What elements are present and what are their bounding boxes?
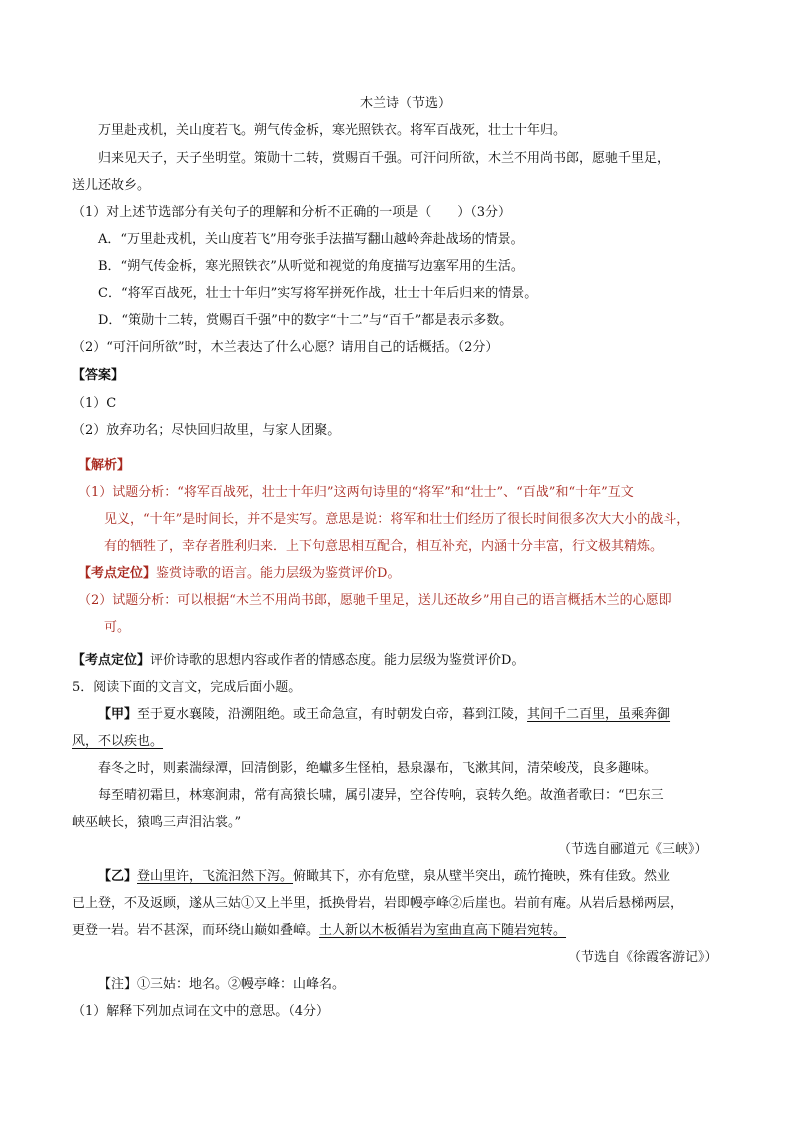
- answer-header: 【答案】: [72, 368, 125, 383]
- question-5-stem: 5．阅读下面的文言文，完成后面小题。: [72, 680, 302, 695]
- passage-yi-source: （节选自《徐霞客游记》）: [568, 950, 718, 965]
- passage-yi-label: 【乙】: [98, 869, 138, 884]
- poem-line-2-cont: 送儿还故乡。: [72, 178, 151, 193]
- passage-jia-line-2: 风，不以疾也。: [72, 734, 164, 749]
- analysis-1-line-1: （1）试题分析：“将军百战死，壮士十年归”这两句诗里的“将军”和“壮士”、“百战”和“十年”互文: [78, 485, 634, 500]
- passage-jia-source: （节选自郦道元《三峡》）: [558, 842, 708, 857]
- poem-title: 木兰诗（节选）: [360, 96, 452, 111]
- passage-jia-para-2: 春冬之时，则素湍绿潭，回清倒影，绝巘多生怪柏，悬泉瀑布，飞漱其间，清荣峻茂，良多趣味。: [98, 761, 658, 776]
- passage-yi-line-2: 已上登，不及返顾，遂从三姑①又上半里，抵换骨岩，岩即幔亭峰②后崖也。岩前有庵。从岩后悬梯两层，: [72, 896, 684, 911]
- poem-line-2: 归来见天子，天子坐明堂。策勋十二转，赏赐百千强。可汗问所欲，木兰不用尚书郎，愿驰千里足，: [98, 151, 671, 166]
- passage-jia-para-3-line-2: 峡巫峡长，猿鸣三声泪沾裳。”: [72, 815, 242, 830]
- key-point-1-label: 【考点定位】: [78, 566, 157, 581]
- passage-jia-label: 【甲】: [98, 707, 138, 722]
- analysis-2-line-1: （2）试题分析：可以根据“木兰不用尚书郎，愿驰千里足，送儿还故乡”用自己的语言概括木兰的心愿即: [78, 593, 672, 608]
- analysis-1-line-2: 见义，“十年”是时间长，并不是实写。意思是说：将军和壮士们经历了很长时间很多次大大小的战斗，: [104, 512, 690, 527]
- key-point-1-text: 鉴赏诗歌的语言。能力层级为鉴赏评价D。: [156, 566, 401, 581]
- analysis-header: 【解析】: [78, 458, 131, 473]
- key-point-2-label: 【考点定位】: [72, 653, 151, 668]
- question-1-option-d: D．“策勋十二转，赏赐百千强”中的数字“十二”与“百千”都是表示多数。: [98, 313, 513, 328]
- passage-yi-underlined-1: 登山里许，飞流汩然下泻。: [137, 869, 294, 884]
- question-1-option-c: C．“将军百战死，壮士十年归”实写将军拼死作战，壮士十年后归来的情景。: [98, 286, 538, 301]
- passage-yi-line-3: [72, 922, 566, 940]
- key-point-1: [78, 565, 400, 583]
- analysis-1-line-3: 有的牺牲了，幸存者胜利归来．上下句意思相互配合，相互补充，内涵十分丰富，行文极其精炼。: [104, 539, 664, 554]
- answer-2: （2）放弃功名；尽快回归故里，与家人团聚。: [72, 423, 341, 438]
- question-1-option-b: B．“朔气传金柝，寒光照铁衣”从听觉和视觉的角度描写边塞军用的生活。: [98, 259, 524, 274]
- poem-line-1: 万里赴戎机，关山度若飞。朔气传金柝，寒光照铁衣。将军百战死，壮士十年归。: [98, 123, 567, 138]
- passage-yi-text-1: 俯瞰其下，亦有危壁，泉从壁半突出，疏竹掩映，殊有佳致。然业: [293, 869, 671, 884]
- passage-jia-para-3-line-1: 每至晴初霜旦，林寒涧肃，常有高猿长啸，属引凄异，空谷传响，哀转久绝。故渔者歌曰：“巴东三: [98, 788, 664, 803]
- passage-jia-underlined-1: 其间千二百里，虽乘奔御: [527, 707, 671, 722]
- passage-yi-text-3: 更登一岩。岩不甚深，而环绕山巅如叠嶂。: [72, 923, 320, 938]
- question-5-sub-1: （1）解释下列加点词在文中的意思。（4分）: [72, 1004, 330, 1019]
- passage-yi-underlined-2: 土人新以木板循岩为室曲直高下随岩宛转。: [319, 923, 567, 938]
- question-1-stem: （1）对上述节选部分有关句子的理解和分析不正确的一项是（ ）（3分）: [72, 205, 512, 220]
- analysis-2-line-2: 可。: [104, 620, 131, 635]
- question-2-stem: （2）“可汗问所欲”时，木兰表达了什么心愿？请用自己的话概括。（2分）: [72, 340, 499, 355]
- passage-note: 【注】①三姑：地名。②幔亭峰：山峰名。: [98, 977, 346, 992]
- key-point-2-text: 评价诗歌的思想内容或作者的情感态度。能力层级为鉴赏评价D。: [150, 653, 525, 668]
- passage-jia-line-1: [98, 706, 670, 724]
- answer-1: （1）C: [72, 396, 117, 411]
- passage-jia-text-1: 至于夏水襄陵，沿溯阻绝。或王命急宣，有时朝发白帝，暮到江陵，: [137, 707, 528, 722]
- passage-yi-line-1: [98, 868, 670, 886]
- key-point-2: [72, 652, 524, 670]
- question-1-option-a: A．“万里赴戎机，关山度若飞”用夸张手法描写翻山越岭奔赴战场的情景。: [98, 232, 524, 247]
